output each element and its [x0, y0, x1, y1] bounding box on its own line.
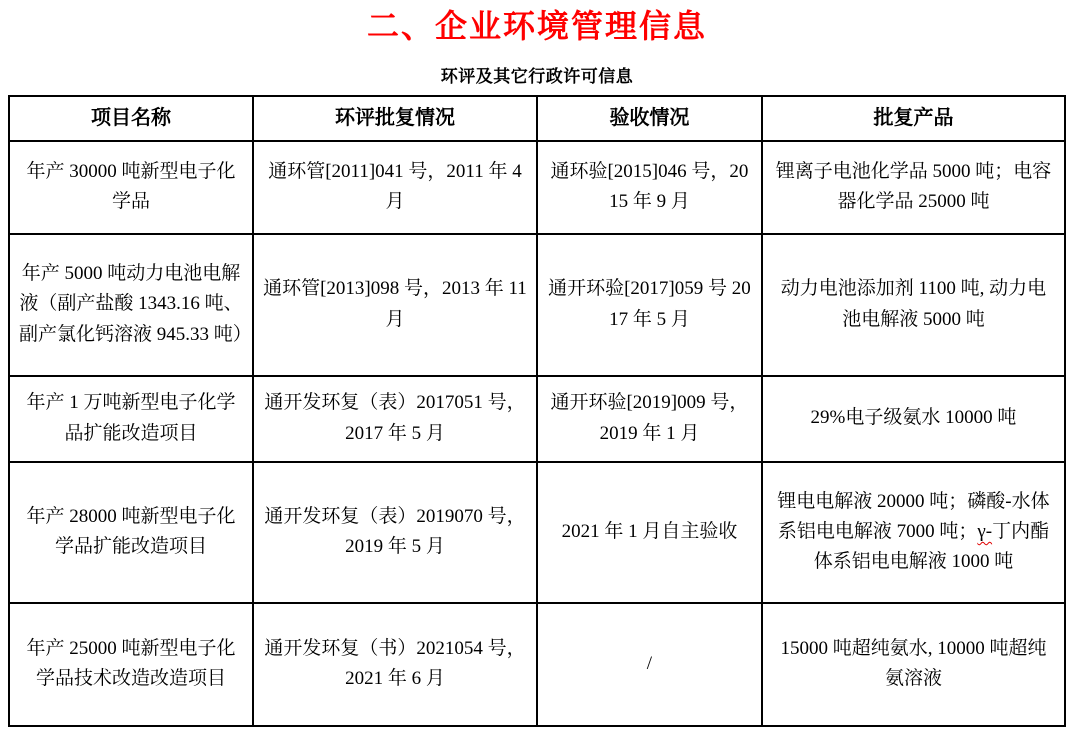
column-header-project-name: 项目名称: [9, 96, 253, 141]
cell-project-name: 年产 28000 吨新型电子化学品扩能改造项目: [9, 462, 253, 603]
cell-eia-approval: 通开发环复（表）2019070 号，2019 年 5 月: [253, 462, 537, 603]
cell-eia-approval: 通环管[2011]041 号，2011 年 4 月: [253, 141, 537, 234]
cell-project-name: 年产 25000 吨新型电子化学品技术改造改造项目: [9, 603, 253, 726]
cell-eia-approval: 通环管[2013]098 号，2013 年 11 月: [253, 234, 537, 376]
cell-acceptance: 2021 年 1 月自主验收: [537, 462, 762, 603]
cell-approved-products: 15000 吨超纯氨水, 10000 吨超纯氨溶液: [762, 603, 1065, 726]
products-text-part: 丁内酯体系铝电电解液 1000 吨: [813, 520, 1050, 573]
cell-approved-products: 锂离子电池化学品 5000 吨；电容器化学品 25000 吨: [762, 141, 1065, 234]
table-row: [9, 234, 1065, 376]
table-row: [9, 141, 1065, 234]
cell-eia-approval: 通开发环复（表）2017051 号，2017 年 5 月: [253, 376, 537, 462]
cell-acceptance: 通开环验[2019]009 号，2019 年 1 月: [537, 376, 762, 462]
cell-project-name: 年产 1 万吨新型电子化学品扩能改造项目: [9, 376, 253, 462]
table-row: [9, 376, 1065, 462]
spellcheck-underlined-text: γ-: [977, 520, 993, 542]
column-header-approved-products: 批复产品: [762, 96, 1065, 141]
permit-info-table: [8, 95, 1066, 727]
column-header-acceptance: 验收情况: [537, 96, 762, 141]
cell-approved-products: 动力电池添加剂 1100 吨, 动力电池电解液 5000 吨: [762, 234, 1065, 376]
column-header-eia-approval: 环评批复情况: [253, 96, 537, 141]
page-title: 二、企业环境管理信息: [366, 8, 707, 44]
table-caption: 环评及其它行政许可信息: [440, 66, 634, 86]
products-text-part: 锂电电解液 20000 吨；磷酸-水体系铝电电解液 7000 吨；: [777, 490, 1050, 542]
cell-acceptance: 通环验[2015]046 号，2015 年 9 月: [537, 141, 762, 234]
table-row: [9, 462, 1065, 603]
cell-project-name: 年产 30000 吨新型电子化学品: [9, 141, 253, 234]
cell-eia-approval: 通开发环复（书）2021054 号，2021 年 6 月: [253, 603, 537, 726]
cell-project-name: 年产 5000 吨动力电池电解液（副产盐酸 1343.16 吨、副产氯化钙溶液 945.33 吨）: [9, 234, 253, 376]
table-header-row: [9, 96, 1065, 141]
cell-acceptance: 通开环验[2017]059 号 2017 年 5 月: [537, 234, 762, 376]
cell-approved-products: [762, 462, 1065, 603]
cell-approved-products: 29%电子级氨水 10000 吨: [762, 376, 1065, 462]
table-row: [9, 603, 1065, 726]
cell-acceptance: /: [537, 603, 762, 726]
